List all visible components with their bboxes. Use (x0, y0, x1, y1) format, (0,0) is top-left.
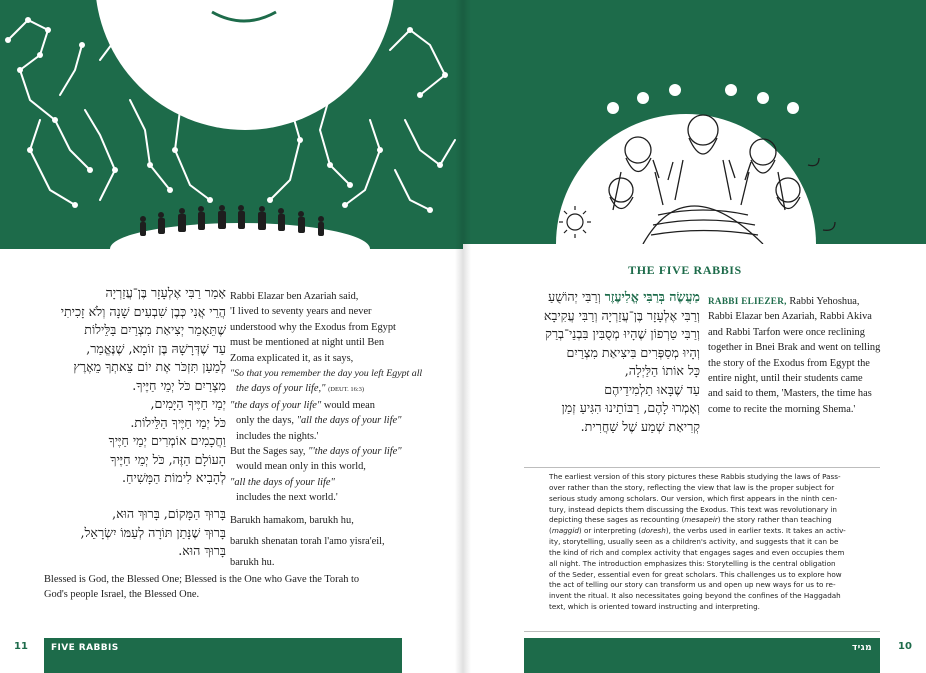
commentary-segment: over rather than the story, reflecting the view that law is the proper subject for (549, 482, 835, 492)
english-line: RABBI ELIEZER, Rabbi Yehoshua, (708, 296, 860, 307)
commentary-segment: text, which is oriented toward instructing and interpreting. (549, 602, 760, 612)
commentary-segment: the kind of rich and complex activity that engages sages and even occupies them (549, 547, 845, 557)
english-line: together in Bnei Brak and went on telling (708, 342, 881, 354)
commentary-line (549, 526, 859, 537)
commentary-box (524, 467, 880, 632)
english-line: the days of your life," (DEUT. 16:3) (236, 383, 365, 395)
hebrew-main-text-left (44, 284, 226, 488)
left-banner-illustration (0, 0, 463, 249)
page-number-right: 10 (898, 641, 912, 652)
english-main-text-left (230, 289, 445, 506)
commentary-segment: depicting these sages as recounting ( (549, 515, 685, 525)
blessing-transliteration (230, 510, 445, 573)
english-line: and Rabbi Tarfon were once reclining (708, 326, 865, 338)
commentary-segment: serious study among scholars. Our version, which first appears in the ninth cen- (549, 493, 838, 503)
translit-line: barukh shenatan torah l'amo yisra'eil, (230, 536, 385, 547)
english-line: and said to them, 'Masters, the time has (708, 388, 872, 400)
hebrew-line: מִצְרַיִם כֹּל יְמֵי חַיֶּיךָ. (132, 377, 226, 393)
commentary-segment: doresh (641, 526, 666, 536)
english-line: includes the nights.' (236, 430, 319, 442)
commentary-segment: ), the verbs used in earlier texts. It takes an activ- (665, 526, 846, 536)
footer-bar-right (524, 638, 880, 673)
hebrew-line: יְמֵי חַיֶּיךָ הַיָּמִים, (150, 396, 226, 411)
hebrew-line: כֹּל יְמֵי חַיֶּיךָ הַלֵּילוֹת. (130, 414, 226, 430)
hebrew-line: וְרַבִּי טַרְפוֹן שֶׁהָיוּ מְסֻבִּין בִּבְנֵי־בְרַק (545, 326, 700, 341)
commentary-line (549, 591, 859, 602)
blessing-translation (44, 572, 449, 603)
commentary-line (549, 580, 859, 591)
translit-line: Barukh hamakom, barukh hu, (230, 515, 354, 526)
hebrew-line: בָּרוּךְ הַמָּקוֹם, בָּרוּךְ הוּא, (112, 506, 226, 521)
hebrew-line: שֶׁתֵּאָמֵר יְצִיאַת מִצְרַיִם בַּלֵּילוֹת (84, 322, 226, 337)
hebrew-line: וְאָמְרוּ לָהֶם, רַבּוֹתֵינוּ הִגִּיעַ זְמַן (561, 400, 700, 415)
commentary-segment: ) the story rather than teaching (717, 515, 832, 525)
five-rabbis-illustration (463, 0, 926, 244)
english-line: Rabbi Elazar ben Azariah, Rabbi Akiva (708, 311, 872, 323)
blessing-hebrew (44, 505, 226, 561)
commentary-segment: of the Seder, essential even for great scholars. This challenges us to explore how (549, 569, 842, 579)
commentary-line (549, 537, 859, 548)
english-main-text-right (708, 294, 886, 417)
commentary-line (549, 559, 859, 570)
commentary-line (549, 483, 859, 494)
english-lead-name: RABBI ELIEZER, (708, 296, 787, 306)
hands-constellation-illustration (0, 0, 463, 249)
english-line: "the days of your life" would mean (230, 399, 375, 411)
footer-bar-left (44, 638, 402, 673)
commentary-segment: ity, storytelling, usually seen as a children's activity, and suggests that it can be (549, 537, 839, 547)
commentary-segment: mesapeir (684, 515, 718, 525)
page-number-left: 11 (14, 641, 28, 652)
hebrew-line: כָּל אוֹתוֹ הַלַּיְלָה, (624, 363, 700, 378)
hebrew-line: וְהָיוּ מְסַפְּרִים בִּיצִיאַת מִצְרַיִם (566, 344, 700, 360)
book-gutter (455, 0, 471, 673)
commentary-text (549, 472, 859, 613)
english-line: only the days, "all the days of your life" (236, 415, 402, 427)
translation-line: Blessed is God, the Blessed One; Blessed is the One who Gave the Torah to (44, 574, 360, 585)
commentary-segment: invent the ritual. It also necessitates going beyond the confines of the Haggadah (549, 591, 841, 601)
hebrew-line: וַחֲכָמִים אוֹמְרִים יְמֵי חַיֶּיךָ (108, 433, 226, 448)
english-line: come to recite the morning Shema.' (708, 403, 856, 415)
commentary-line (549, 472, 859, 483)
right-banner-illustration (463, 0, 926, 244)
translation-line: God's people Israel, the Blessed One. (44, 589, 200, 601)
english-line: "all the days of your life" (230, 476, 335, 488)
commentary-segment: all night. The introduction emphasizes this: Storytelling is the central obligation (549, 558, 836, 568)
commentary-segment: the act of telling our story can transform us and open up new ways for us to re- (549, 580, 836, 590)
english-line: Zoma explicated it, as it says, (230, 352, 354, 364)
hebrew-line: קְרִיאַת שְׁמַע שֶׁל שַׁחֲרִית. (580, 418, 700, 434)
commentary-line (549, 494, 859, 505)
hebrew-line: הָעוֹלָם הַזֶּה, כֹּל יְמֵי חַיֶּיךָ (110, 451, 226, 467)
hebrew-line: בָּרוּךְ שֶׁנָּתַן תּוֹרָה לְעַמּוֹ יִשְׂרָאֵל, (80, 524, 226, 540)
commentary-line (549, 505, 859, 516)
commentary-segment: tury, instead depicts them discussing the Exodus. This text was revolutionary in (549, 504, 837, 514)
section-title: THE FIVE RABBIS (628, 263, 742, 277)
hebrew-line: מַעֲשֶׂה בְּרַבִּי אֱלִיעֶזֶר וְרַבִּי יְהוֹשֻׁעַ (548, 289, 700, 304)
commentary-segment: ) or interpreting ( (578, 526, 642, 536)
english-line: 'I lived to seventy years and never (230, 306, 372, 318)
hebrew-line: עַד שֶׁבָּאוּ תַלְמִידֵיהֶם (604, 381, 700, 397)
commentary-line (549, 602, 859, 613)
commentary-line (549, 548, 859, 559)
commentary-line (549, 570, 859, 581)
hebrew-line: הֲרֵי אֲנִי כְּבֶן שִׁבְעִים שָׁנָה וְלֹא זָכִיתִי (60, 303, 226, 319)
translit-line: barukh hu. (230, 557, 275, 568)
english-line: "So that you remember the day you left Egypt all (230, 368, 423, 380)
hebrew-main-text-right (520, 288, 700, 436)
english-line: must be mentioned at night until Ben (230, 337, 385, 349)
english-line: includes the next world.' (236, 492, 338, 504)
hebrew-line: בָּרוּךְ הוּא. (178, 543, 226, 558)
commentary-segment: The earliest version of this story pictures these Rabbis studying the laws of Pass- (549, 472, 841, 481)
footer-title-left: FIVE RABBIS (51, 643, 119, 653)
hebrew-line: לְהָבִיא לִימוֹת הַמָּשִׁיחַ. (121, 470, 226, 485)
english-line: Rabbi Elazar ben Azariah said, (230, 291, 359, 302)
hebrew-line: לְמַעַן תִּזְכֹּר אֶת יוֹם צֵאתְךָ מֵאֶרֶץ (73, 359, 226, 374)
english-line: But the Sages say, "'the days of your life" (230, 446, 402, 458)
english-line: understood why the Exodus from Egypt (230, 321, 396, 333)
hebrew-line: עַד שֶׁדְּרָשָׁהּ בֶּן זוֹמָא, שֶׁנֶּאֱמַר, (86, 340, 226, 356)
hebrew-line: וְרַבִּי אֶלְעָזָר בֶּן־עֲזַרְיָה וְרַבִּי עֲקִיבָא (543, 307, 700, 323)
commentary-line (549, 515, 859, 526)
footer-title-right: מגיד (851, 643, 872, 653)
hebrew-line: אָמַר רַבִּי אֶלְעָזָר בֶּן־עֲזַרְיָה (105, 285, 226, 300)
commentary-segment: ( (549, 526, 552, 536)
english-line: entire night, until their students came (708, 373, 863, 385)
commentary-segment: maggid (551, 526, 579, 536)
english-line: the story of the Exodus from Egypt the (708, 357, 870, 369)
english-line: would mean only in this world, (236, 461, 366, 473)
